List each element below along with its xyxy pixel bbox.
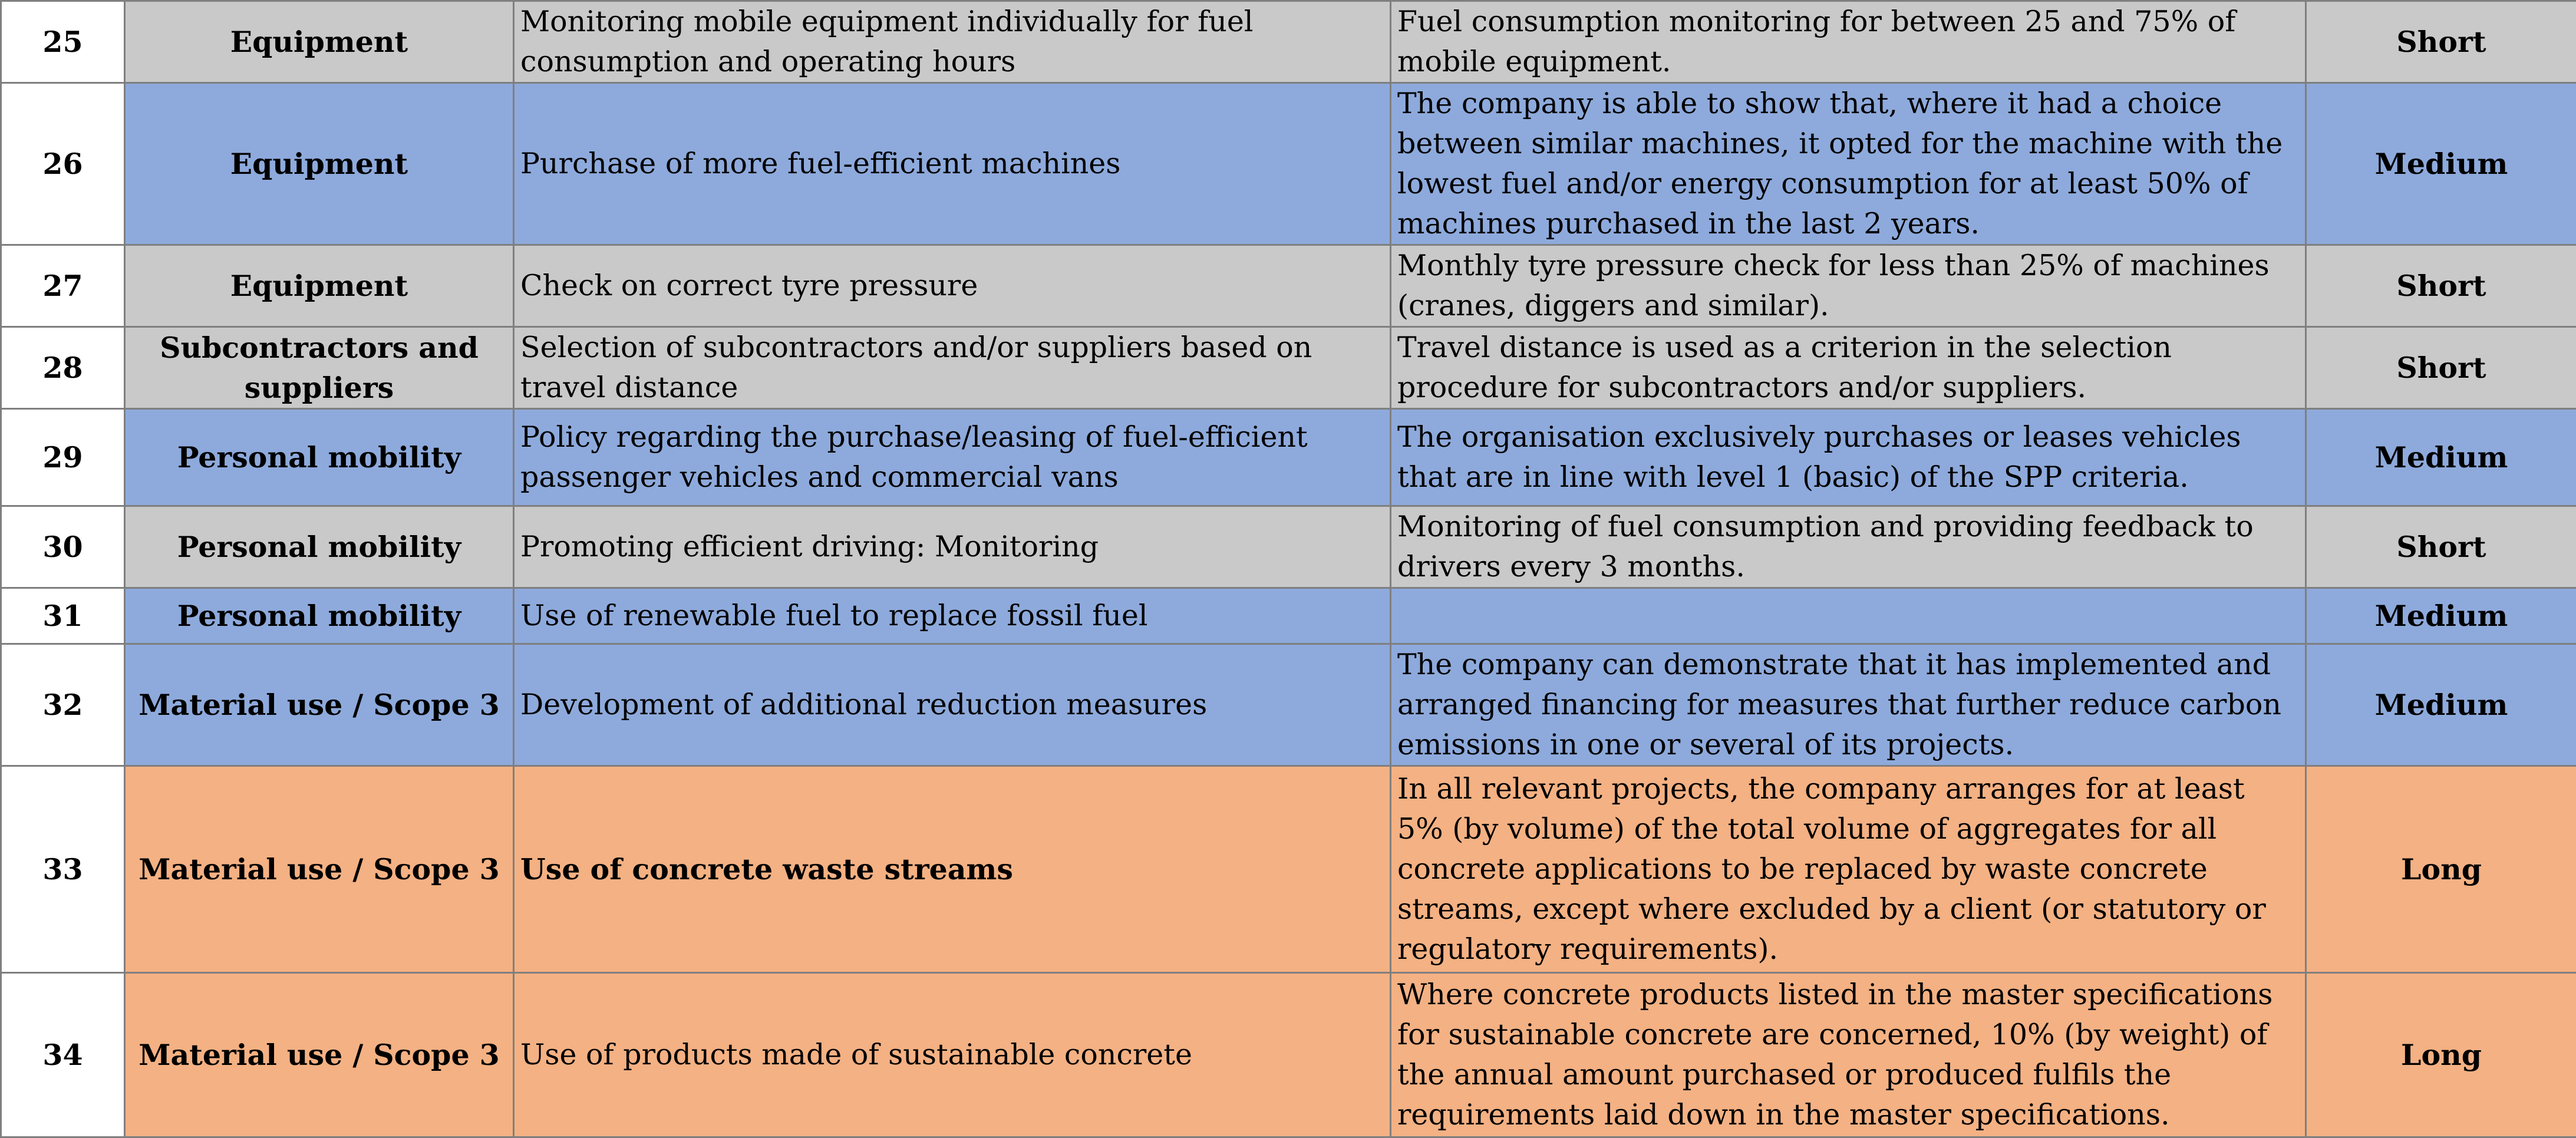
category-cell[interactable]: Subcontractors and suppliers xyxy=(125,327,514,409)
category-cell[interactable]: Personal mobility xyxy=(125,409,514,506)
criterion-cell[interactable]: Monitoring of fuel consumption and providing feedback to drivers every 3 months. xyxy=(1391,506,2306,588)
row-number-cell[interactable]: 32 xyxy=(1,644,125,766)
category-cell[interactable]: Equipment xyxy=(125,245,514,327)
action-cell[interactable]: Check on correct tyre pressure xyxy=(514,245,1391,327)
action-cell[interactable]: Policy regarding the purchase/leasing of fuel-efficient passenger vehicles and commercial vans xyxy=(514,409,1391,506)
action-cell[interactable]: Selection of subcontractors and/or suppliers based on travel distance xyxy=(514,327,1391,409)
term-cell[interactable]: Medium xyxy=(2306,83,2576,245)
action-cell[interactable]: Use of products made of sustainable concrete xyxy=(514,973,1391,1137)
term-cell[interactable]: Short xyxy=(2306,506,2576,588)
row-number-cell[interactable]: 34 xyxy=(1,973,125,1137)
category-cell[interactable]: Equipment xyxy=(125,83,514,245)
table-row xyxy=(1,588,2576,644)
category-cell[interactable]: Personal mobility xyxy=(125,588,514,644)
term-cell[interactable]: Medium xyxy=(2306,409,2576,506)
table-row xyxy=(1,245,2576,327)
category-cell[interactable]: Personal mobility xyxy=(125,506,514,588)
row-number-cell[interactable]: 26 xyxy=(1,83,125,245)
table-row xyxy=(1,644,2576,766)
category-cell[interactable]: Material use / Scope 3 xyxy=(125,766,514,973)
row-number-cell[interactable]: 29 xyxy=(1,409,125,506)
row-number-cell[interactable]: 31 xyxy=(1,588,125,644)
term-cell[interactable]: Short xyxy=(2306,327,2576,409)
action-cell[interactable]: Monitoring mobile equipment individually for fuel consumption and operating hours xyxy=(514,1,1391,83)
criterion-cell[interactable]: Travel distance is used as a criterion in the selection procedure for subcontractors and/or suppliers. xyxy=(1391,327,2306,409)
row-number-cell[interactable]: 30 xyxy=(1,506,125,588)
term-cell[interactable]: Medium xyxy=(2306,644,2576,766)
term-cell[interactable]: Medium xyxy=(2306,588,2576,644)
table-row xyxy=(1,409,2576,506)
row-number-cell[interactable]: 25 xyxy=(1,1,125,83)
criterion-cell[interactable]: The company can demonstrate that it has implemented and arranged financing for measures that further reduce carbon emissions in one or several of its projects. xyxy=(1391,644,2306,766)
action-cell[interactable]: Purchase of more fuel-efficient machines xyxy=(514,83,1391,245)
action-cell[interactable]: Development of additional reduction measures xyxy=(514,644,1391,766)
term-cell[interactable]: Long xyxy=(2306,766,2576,973)
term-cell[interactable]: Long xyxy=(2306,973,2576,1137)
table-row xyxy=(1,83,2576,245)
action-cell[interactable]: Use of concrete waste streams xyxy=(514,766,1391,973)
term-cell[interactable]: Short xyxy=(2306,1,2576,83)
table-row xyxy=(1,1,2576,83)
table-row xyxy=(1,506,2576,588)
measures-table-body xyxy=(1,1,2576,1137)
term-cell[interactable]: Short xyxy=(2306,245,2576,327)
criterion-cell[interactable]: The organisation exclusively purchases or leases vehicles that are in line with level 1 (basic) of the SPP criteria. xyxy=(1391,409,2306,506)
category-cell[interactable]: Material use / Scope 3 xyxy=(125,644,514,766)
table-row xyxy=(1,973,2576,1137)
row-number-cell[interactable]: 28 xyxy=(1,327,125,409)
criterion-cell[interactable]: The company is able to show that, where it had a choice between similar machines, it opted for the machine with the lowest fuel and/or energy consumption for at least 50% of machines purchased in the last 2 years. xyxy=(1391,83,2306,245)
category-cell[interactable]: Equipment xyxy=(125,1,514,83)
row-number-cell[interactable]: 27 xyxy=(1,245,125,327)
action-cell[interactable]: Use of renewable fuel to replace fossil fuel xyxy=(514,588,1391,644)
table-row xyxy=(1,766,2576,973)
criterion-cell[interactable]: Fuel consumption monitoring for between 25 and 75% of mobile equipment. xyxy=(1391,1,2306,83)
row-number-cell[interactable]: 33 xyxy=(1,766,125,973)
criterion-cell[interactable]: Where concrete products listed in the master specifications for sustainable concrete are concerned, 10% (by weight) of the annual amount purchased or produced fulfils the requirements laid down in the master specifications. xyxy=(1391,973,2306,1137)
table-row xyxy=(1,327,2576,409)
category-cell[interactable]: Material use / Scope 3 xyxy=(125,973,514,1137)
criterion-cell[interactable]: Monthly tyre pressure check for less than 25% of machines (cranes, diggers and similar). xyxy=(1391,245,2306,327)
criterion-cell[interactable]: In all relevant projects, the company arranges for at least 5% (by volume) of the total volume of aggregates for all concrete applications to be replaced by waste concrete streams, except where excluded by a client (or statutory or regulatory requirements). xyxy=(1391,766,2306,973)
action-cell[interactable]: Promoting efficient driving: Monitoring xyxy=(514,506,1391,588)
criterion-cell[interactable] xyxy=(1391,588,2306,644)
